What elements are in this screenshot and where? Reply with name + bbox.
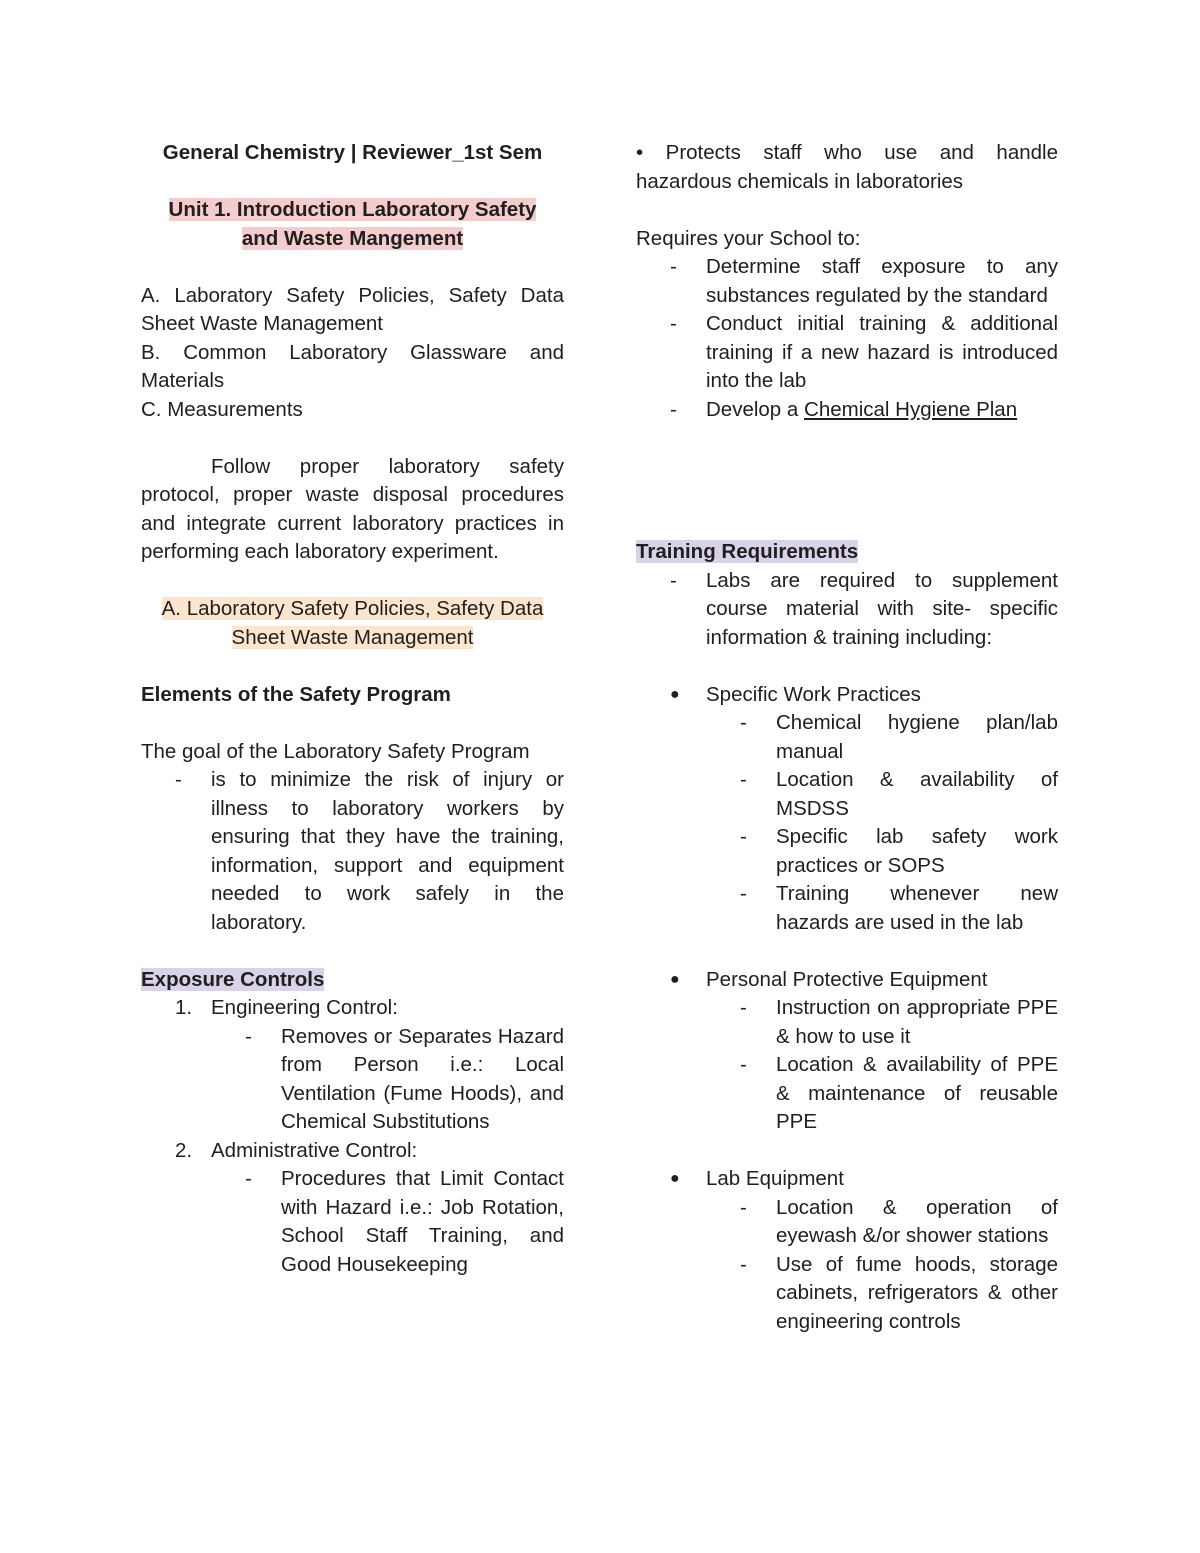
document-title: General Chemistry | Reviewer_1st Sem — [162, 141, 543, 164]
dash-marker: - — [740, 825, 747, 848]
develop-prefix: Develop a — [706, 397, 805, 421]
control-detail: Procedures that Limit Contact with Hazard i.e.: Job Rotation, School Staff Training, and Good Housekeeping — [281, 1167, 564, 1276]
goal-detail-item — [141, 766, 564, 937]
dash-marker: - — [740, 882, 747, 905]
group-item — [636, 1051, 1058, 1137]
group-title-work-practices — [636, 681, 1058, 710]
group-item-text: Location & availability of MSDSS — [776, 768, 1058, 820]
group-item-text: Chemical hygiene plan/lab manual — [776, 711, 1058, 763]
dash-marker: - — [175, 768, 182, 791]
group-item-text: Location & operation of eyewash &/or shower stations — [776, 1195, 1058, 1247]
group-item — [636, 823, 1058, 880]
group-item-text: Location & availability of PPE & maintenance of reusable PPE — [776, 1053, 1058, 1133]
training-intro: Labs are required to supplement course material with site- specific information & training including: — [706, 568, 1058, 649]
dash-marker: - — [740, 1053, 747, 1076]
toc-item-a: A. Laboratory Safety Policies, Safety Data Sheet Waste Management — [141, 283, 564, 335]
section-a-heading — [141, 595, 564, 652]
unit-title-line-2: and Waste Mangement — [241, 226, 464, 250]
section-a-line-2: Sheet Waste Management — [231, 625, 474, 649]
group-item — [636, 709, 1058, 766]
dash-marker: - — [245, 1024, 252, 1048]
left-column — [141, 139, 564, 1279]
dash-marker: - — [740, 768, 747, 791]
protects-paragraph: • Protects staff who use and handle hazardous chemicals in laboratories — [636, 141, 1058, 193]
group-title: Personal Protective Equipment — [706, 967, 988, 991]
requirement-item — [636, 310, 1058, 396]
right-column — [636, 139, 1058, 1336]
group-title: Specific Work Practices — [706, 682, 921, 706]
bullet-icon: ● — [670, 970, 680, 988]
requirement-item — [636, 396, 1058, 425]
group-item-text: Instruction on appropriate PPE & how to use it — [776, 996, 1058, 1048]
group-item-text: Use of fume hoods, storage cabinets, refrigerators & other engineering controls — [776, 1252, 1058, 1333]
control-detail-2 — [141, 1165, 564, 1279]
requirement-text: Determine staff exposure to any substances regulated by the standard — [706, 255, 1058, 307]
dash-marker: - — [245, 1167, 252, 1190]
control-label: Engineering Control: — [211, 996, 398, 1019]
dash-marker: - — [670, 568, 677, 592]
group-title-lab-equipment — [636, 1165, 1058, 1194]
control-item-1 — [141, 994, 564, 1023]
bullet-icon: ● — [670, 1170, 680, 1187]
dash-marker: - — [740, 1252, 747, 1276]
group-item — [636, 766, 1058, 823]
bullet-icon: ● — [670, 685, 680, 703]
unit-title — [141, 196, 564, 253]
group-item-text: Training whenever new hazards are used in the lab — [776, 882, 1058, 934]
group-item — [636, 994, 1058, 1051]
elements-heading: Elements of the Safety Program — [141, 682, 451, 706]
group-title: Lab Equipment — [706, 1167, 844, 1190]
group-item — [636, 1251, 1058, 1337]
goal-detail: is to minimize the risk of injury or illness to laboratory workers by ensuring that they have the training, information, support and equipment needed to work safely in the laboratory. — [211, 768, 564, 934]
unit-title-line-1: Unit 1. Introduction Laboratory Safety — [168, 198, 537, 221]
training-heading-text: Training Requirements — [636, 540, 859, 563]
requirement-text: Conduct initial training & additional training if a new hazard is introduced into the lab — [706, 312, 1058, 392]
dash-marker: - — [740, 996, 747, 1019]
control-item-2 — [141, 1137, 564, 1166]
control-detail-1 — [141, 1023, 564, 1137]
requirement-text — [706, 396, 1058, 425]
dash-marker: - — [670, 255, 677, 278]
dash-marker: - — [740, 1195, 747, 1219]
training-intro-item — [636, 567, 1058, 653]
chemical-hygiene-plan-link[interactable]: Chemical Hygiene Plan — [804, 397, 1018, 421]
requirement-item — [636, 253, 1058, 310]
section-a-line-1: A. Laboratory Safety Policies, Safety Data — [161, 597, 544, 620]
group-item — [636, 1194, 1058, 1251]
list-number: 1. — [175, 996, 193, 1019]
training-heading — [636, 538, 1058, 567]
list-number: 2. — [175, 1138, 193, 1162]
dash-marker: - — [670, 312, 677, 335]
requires-line: Requires your School to: — [636, 226, 861, 250]
toc-item-b: B. Common Laboratory Glassware and Materials — [141, 340, 564, 392]
group-item-text: Specific lab safety work practices or SOPS — [776, 825, 1058, 877]
control-label: Administrative Control: — [211, 1138, 418, 1162]
exposure-heading — [141, 966, 564, 995]
group-title-ppe — [636, 966, 1058, 995]
dash-marker: - — [740, 711, 747, 734]
intro-paragraph: Follow proper laboratory safety protocol, proper waste disposal procedures and integrate current laboratory practices in performing each laboratory experiment. — [141, 454, 564, 563]
control-detail: Removes or Separates Hazard from Person i.e.: Local Ventilation (Fume Hoods), and Chemical Substitutions — [281, 1024, 564, 1133]
toc-item-c: C. Measurements — [141, 397, 303, 421]
dash-marker: - — [670, 397, 677, 421]
group-item — [636, 880, 1058, 937]
exposure-heading-text: Exposure Controls — [141, 967, 325, 991]
goal-line: The goal of the Laboratory Safety Program — [141, 739, 530, 763]
